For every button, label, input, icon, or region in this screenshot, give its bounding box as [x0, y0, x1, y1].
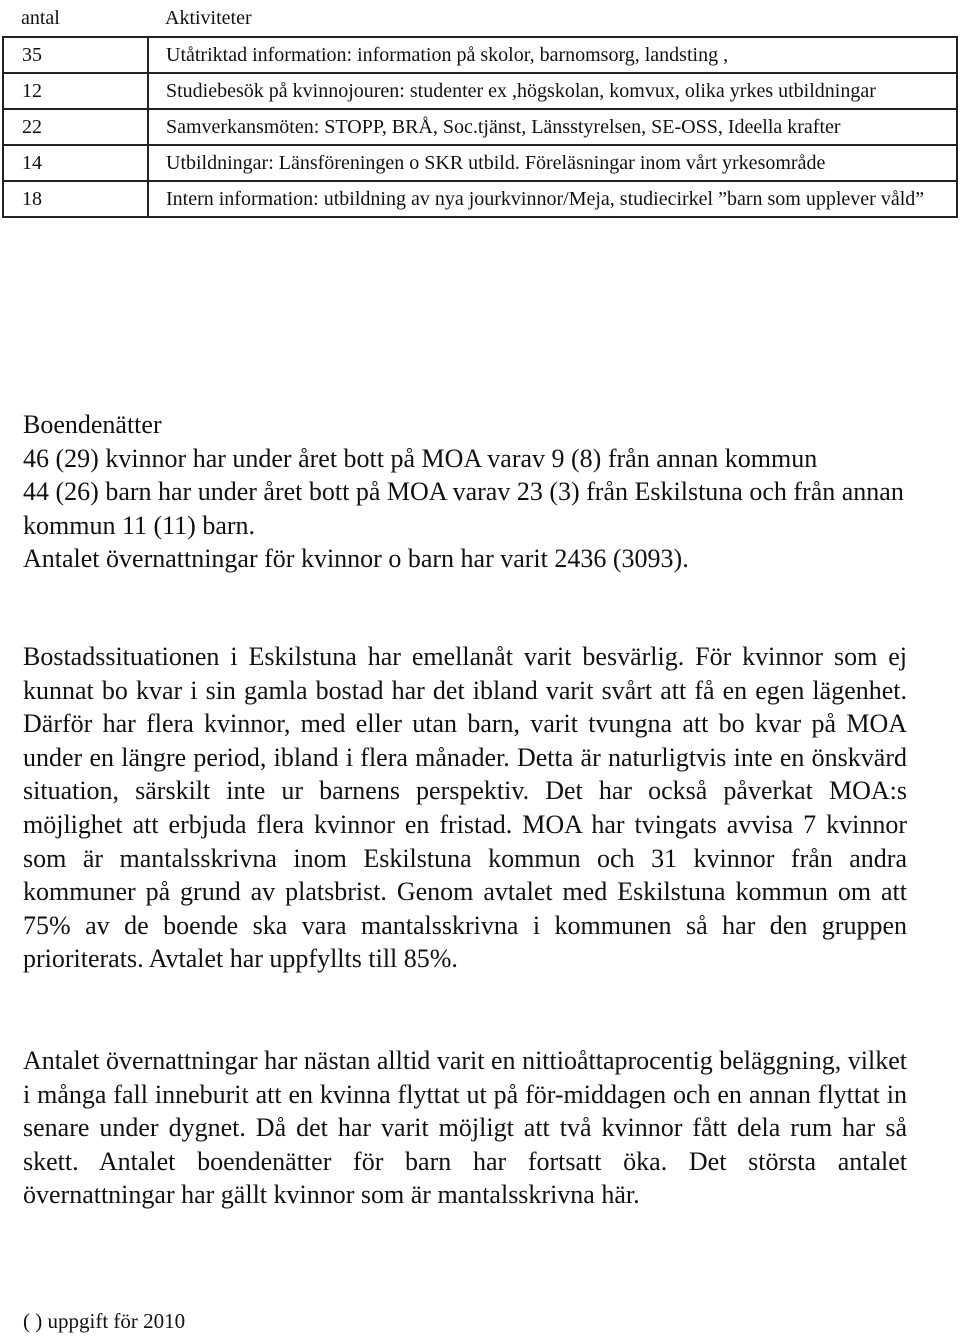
activity-table: [2, 0, 958, 218]
row-count: 35: [3, 37, 148, 73]
housing-paragraph: Bostadssituationen i Eskilstuna har emellanåt varit besvärlig. För kvinnor som ej kunnat bo kvar i sin gamla bostad har det ibland varit svårt att få en egen lägenhet. Därför har flera kvinnor, med eller utan barn, varit tvungna att bo kvar på MOA under en längre period, ibland i flera månader. Detta är naturligtvis inte en önskvärd situation, särskilt inte ur barnens perspektiv. Det har också påverkat MOA:s möjlighet att erbjuda flera kvinnor en fristad. MOA har tvingats avvisa 7 kvinnor som är mantalsskrivna inom Eskilstuna kommun och 31 kvinnor från andra kommuner på grund av platsbrist. Genom avtalet med Eskilstuna kommun om att 75% av de boende ska vara mantalsskrivna i kommunen så har den gruppen prioriterats. Avtalet har uppfyllts till 85%.: [23, 642, 907, 974]
table-row: [3, 73, 957, 109]
section-heading: Boendenätter: [23, 410, 162, 439]
header-count: antal: [3, 0, 148, 37]
row-count: 12: [3, 73, 148, 109]
boende-children-line: 44 (26) barn har under året bott på MOA varav 23 (3) från Eskilstuna och från annan kommun 11 (11) barn.: [23, 477, 904, 540]
overnight-section: [23, 1044, 907, 1212]
table-row: [3, 109, 957, 145]
boende-women-line: 46 (29) kvinnor har under året bott på MOA varav 9 (8) från annan kommun: [23, 443, 818, 473]
boende-section: [23, 408, 907, 576]
overnight-paragraph: Antalet övernattningar har nästan alltid varit en nittioåttaprocentig beläggning, vilket i många fall inneburit att en kvinna flyttat ut på för-middagen och en annan flyttat in senare under dygnet. Då det har varit möjligt att två kvinnor fått dela rum har så skett. Antalet boendenätter för barn har fortsatt öka. Det största antalet övernattningar har gällt kvinnor som är mantalsskrivna här.: [23, 1046, 907, 1210]
table-row: [3, 145, 957, 181]
row-count: 18: [3, 181, 148, 217]
row-activity: Intern information: utbildning av nya jourkvinnor/Meja, studiecirkel ”barn som upplever våld”: [148, 181, 957, 217]
table-row: [3, 37, 957, 73]
footnote: ( ) uppgift för 2010: [23, 1309, 186, 1333]
housing-section: [23, 640, 907, 976]
row-count: 22: [3, 109, 148, 145]
boende-nights-line: Antalet övernattningar för kvinnor o barn har varit 2436 (3093).: [23, 544, 689, 574]
row-activity: Samverkansmöten: STOPP, BRÅ, Soc.tjänst, Länsstyrelsen, SE-OSS, Ideella krafter: [148, 109, 957, 145]
header-activity: Aktiviteter: [148, 0, 957, 37]
table-row: [3, 181, 957, 217]
table-header-row: [3, 0, 957, 37]
row-activity: Utbildningar: Länsföreningen o SKR utbild. Föreläsningar inom vårt yrkesområde: [148, 145, 957, 181]
row-activity: Studiebesök på kvinnojouren: studenter ex ,högskolan, komvux, olika yrkes utbildningar: [148, 73, 957, 109]
row-activity: Utåtriktad information: information på skolor, barnomsorg, landsting ,: [148, 37, 957, 73]
row-count: 14: [3, 145, 148, 181]
